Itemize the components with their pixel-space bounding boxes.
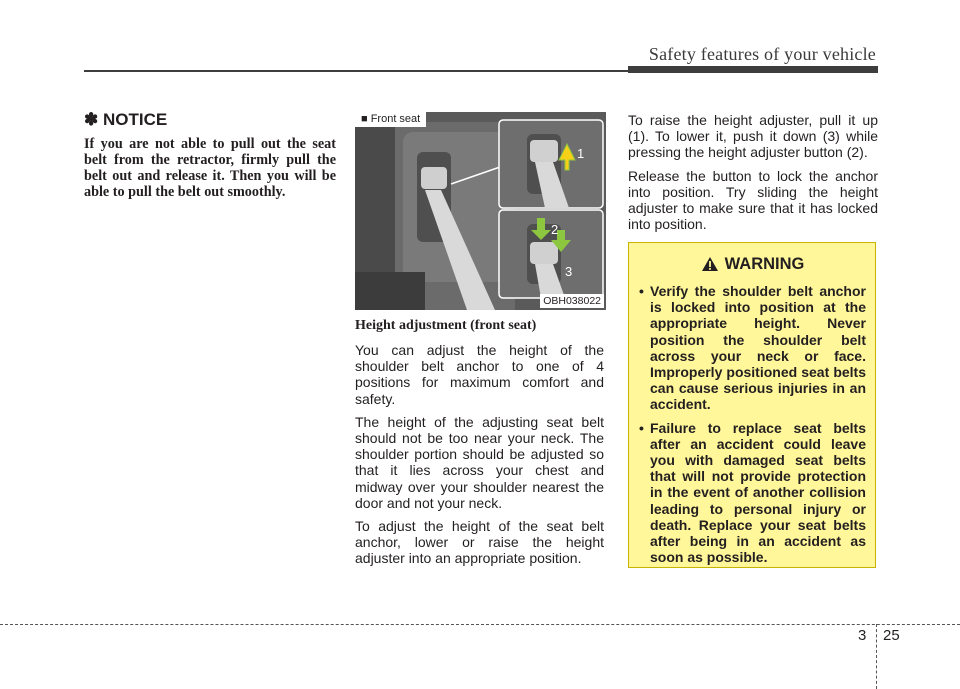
warning-text: Failure to replace seat belts after an accident could leave you with damaged seat belts that will not provide protection in the event of another collision leading to personal injury or death. Replace your seat belts after being in an accident as soon as possible. xyxy=(650,419,866,566)
warning-triangle-icon xyxy=(701,256,719,277)
adjuster-instructions xyxy=(628,112,878,239)
paragraph: You can adjust the height of the shoulder belt anchor to one of 4 positions for maximum comfort and safety. xyxy=(355,342,604,407)
callout-2: 2 xyxy=(551,222,559,237)
paragraph: To adjust the height of the seat belt anchor, lower or raise the height adjuster into an appropriate position. xyxy=(355,518,604,567)
warning-box xyxy=(628,242,876,568)
warning-list xyxy=(639,283,866,565)
notice-title: ✽ NOTICE xyxy=(84,110,168,129)
bullet: • xyxy=(639,283,644,299)
callout-3: 3 xyxy=(565,264,573,279)
bullet: • xyxy=(639,419,644,436)
warning-text: Verify the shoulder belt anchor is locked into position at the appropriate height. Never position the shoulder belt across your neck or face. Improperly positioned seat belts can cause serious injuries in an accident. xyxy=(650,283,866,413)
warning-title: WARNING xyxy=(724,255,805,273)
figure-label: ■ Front seat xyxy=(355,112,426,127)
warning-item xyxy=(639,283,866,413)
warning-heading xyxy=(639,255,866,277)
figure-code: OBH038022 xyxy=(540,294,604,308)
callout-1: 1 xyxy=(577,146,585,161)
warning-item xyxy=(639,420,866,566)
paragraph: To raise the height adjuster, pull it up (1). To lower it, push it down (3) while pressing the height adjuster button (2). xyxy=(628,112,878,161)
paragraph: The height of the adjusting seat belt should not be too near your neck. The shoulder portion should be adjusted so that it lies across your chest and midway over your shoulder nearest the door and not your neck. xyxy=(355,413,604,511)
notice-body: If you are not able to pull out the seat belt from the retractor, firmly pull the belt out and release it. Then you will be able to pull the belt out smoothly. xyxy=(84,136,336,200)
page-number: 25 xyxy=(883,627,900,644)
height-adjustment-section xyxy=(355,318,604,574)
chapter-number: 3 xyxy=(858,627,867,644)
footer-divider xyxy=(876,624,877,689)
seatbelt-illustration xyxy=(355,112,606,310)
running-header: Safety features of your vehicle xyxy=(648,44,876,64)
header-rule xyxy=(84,70,878,72)
notice-block xyxy=(84,110,336,200)
seatbelt-figure xyxy=(355,112,606,310)
paragraph: Release the button to lock the anchor into position. Try sliding the height adjuster to make sure that it has locked into position. xyxy=(628,167,878,233)
section-subheading: Height adjustment (front seat) xyxy=(355,318,537,333)
footer-rule xyxy=(0,624,960,625)
